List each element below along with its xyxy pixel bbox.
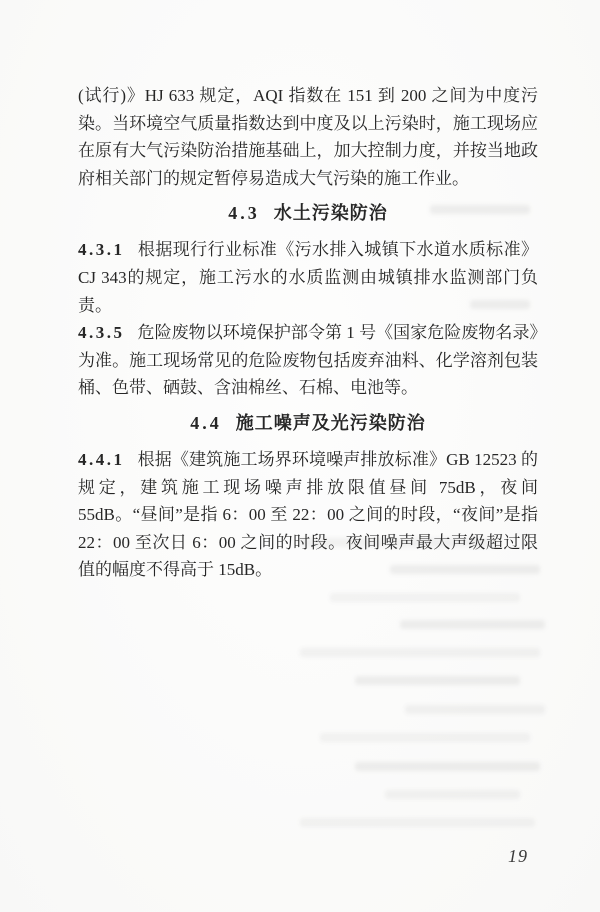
page-number: 19 [508,846,528,866]
section-heading-4-3 [78,199,538,227]
section-title: 水土污染防治 [273,203,388,224]
clause-number: 4.3.1 [78,240,125,260]
section-heading-4-4 [78,409,538,437]
section-title: 施工噪声及光污染防治 [235,412,426,433]
clause-text: 根据现行行业标准《污水排入城镇下水道水质标准》CJ 343的规定，施工污水的水质监测由城镇排水监测部门负责。 [78,240,538,315]
section-number: 4.4 [190,412,222,433]
section-number: 4.3 [228,203,260,224]
clause-text: 危险废物以环境保护部令第 1 号《国家危险废物名录》为准。施工现场常见的危险废物包括废弃油料、化学溶剂包装桶、色带、硒鼓、含油棉丝、石棉、电池等。 [78,323,538,398]
clause-4-4-1 [78,446,538,584]
clause-number: 4.4.1 [78,449,125,469]
clause-4-3-1 [78,236,538,319]
clause-text: 根据《建筑施工场界环境噪声排放标准》GB 12523 的规定，建筑施工现场噪声排放限值昼间 75dB，夜间 55dB。“昼间”是指 6：00 至 22：00 之间的时段，“夜间”是指 22：00 至次日 6：00 之间的时段。夜间噪声最大声级超过限值的幅度不得高于 15dB。 [78,449,538,580]
clause-4-3-5 [78,319,538,402]
clause-number: 4.3.5 [78,323,125,343]
intro-paragraph: (试行)》HJ 633 规定，AQI 指数在 151 到 200 之间为中度污染。当环境空气质量指数达到中度及以上污染时，施工现场应在原有大气污染防治措施基础上，加大控制力度，并按当地政府相关部门的规定暂停易造成大气污染的施工作业。 [78,86,538,188]
text-block [78,82,538,584]
